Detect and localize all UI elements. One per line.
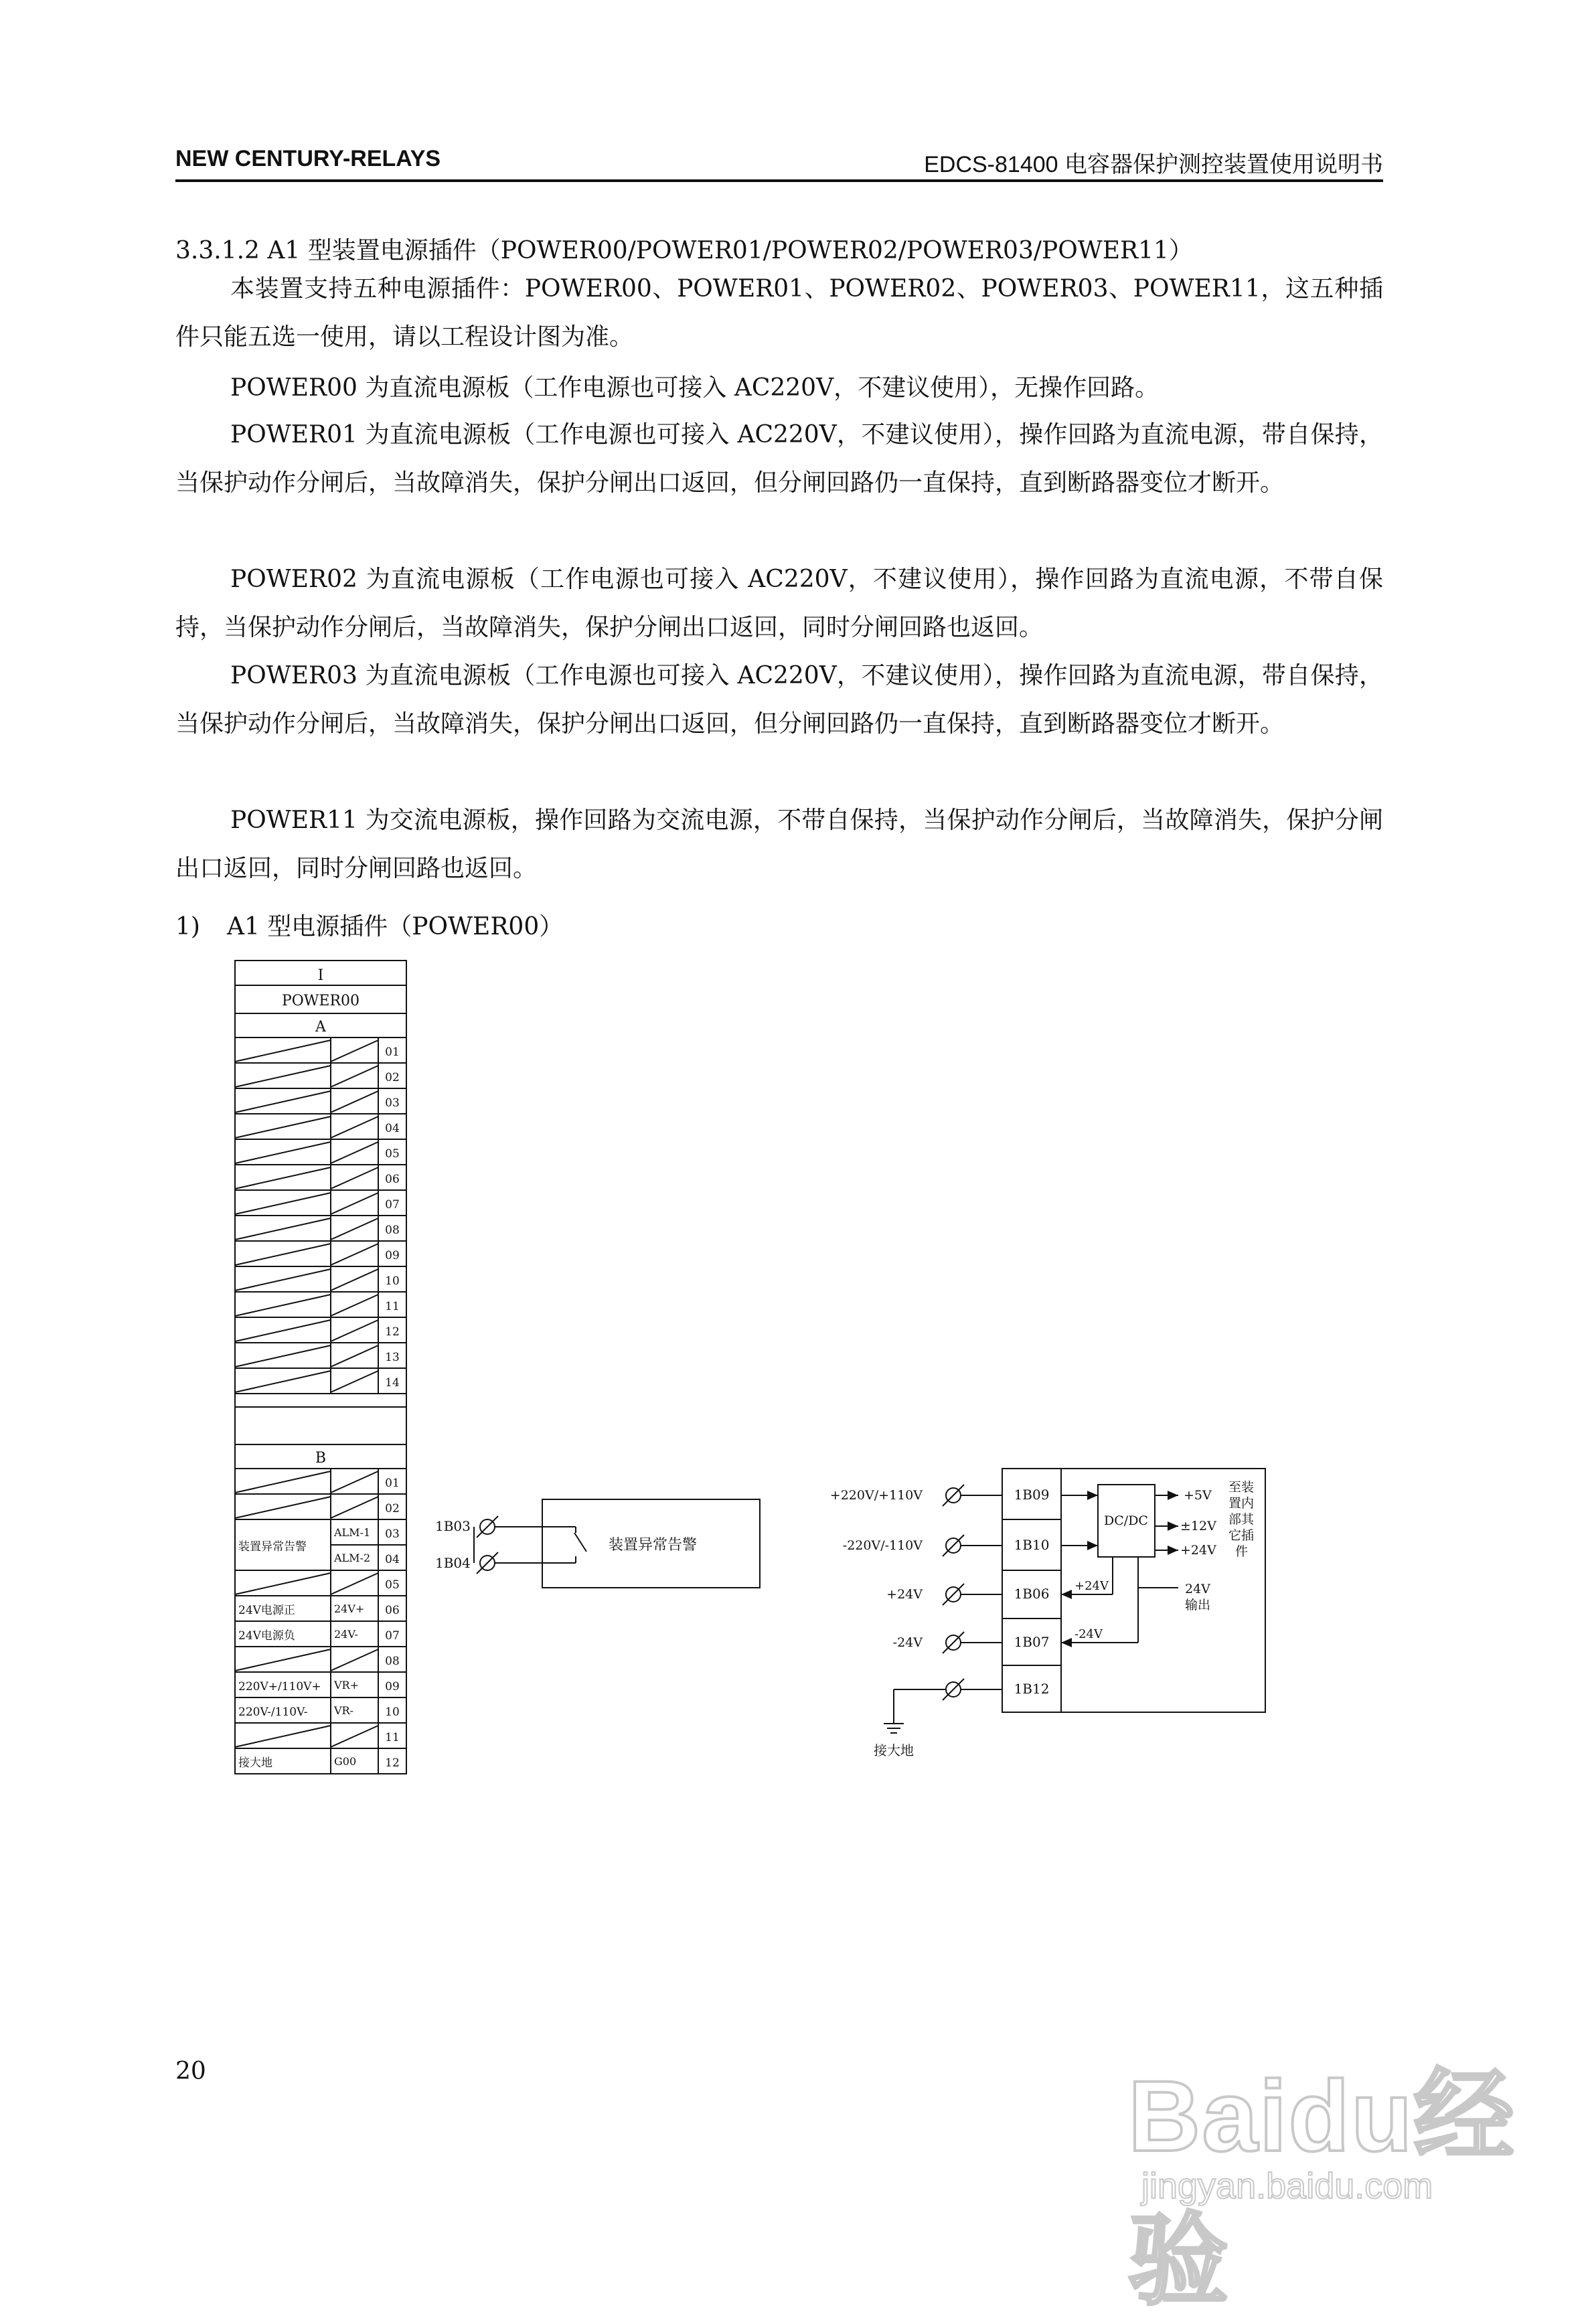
unused-slash (235, 1295, 331, 1316)
terminal-number: 13 (385, 1351, 400, 1364)
terminal-number: 08 (385, 1655, 400, 1668)
terminal-number: 01 (385, 1046, 400, 1059)
watermark-brand: Baidu经验 (1128, 2060, 1516, 2317)
table-group-b: B (315, 1450, 327, 1467)
terminal-number: 07 (385, 1198, 400, 1212)
unused-slash (235, 1345, 331, 1367)
terminal-signal: ALM-2 (334, 1552, 371, 1564)
unused-slash (331, 1345, 378, 1367)
paragraph-intro: 本装置支持五种电源插件：POWER00、POWER01、POWER02、POWER03、POWER11，这五种插件只能五选一使用，请以工程设计图为准。 (175, 275, 1383, 351)
terminal-label: 接大地 (238, 1756, 272, 1770)
terminal-number: 12 (385, 1325, 400, 1339)
alarm-terminal-top: 1B03 (435, 1518, 471, 1534)
unused-slash (331, 1471, 378, 1493)
unused-slash (235, 1649, 331, 1671)
unused-slash (331, 1193, 378, 1214)
unused-slash (331, 1649, 378, 1671)
unused-slash (331, 1066, 378, 1087)
terminal-label: 24V电源负 (238, 1629, 295, 1643)
watermark-url: jingyan.baidu.com (1141, 2166, 1433, 2206)
header-company: NEW CENTURY-RELAYS (175, 146, 441, 171)
unused-slash (331, 1573, 378, 1594)
unused-slash (235, 1142, 331, 1163)
unused-slash (235, 1066, 331, 1087)
output-note-2: 输出 (1185, 1598, 1211, 1612)
terminal-1b12: 1B12 (1014, 1681, 1050, 1697)
dest-label-3: 部其 (1228, 1512, 1255, 1527)
input-pos-ac: +220V/+110V (829, 1488, 923, 1503)
terminal-1b10: 1B10 (1014, 1537, 1050, 1553)
unused-slash (235, 1218, 331, 1240)
unused-slash (235, 1167, 331, 1189)
terminal-number: 01 (385, 1477, 400, 1490)
terminal-number: 11 (385, 1731, 400, 1744)
output-24v: +24V (1180, 1543, 1216, 1558)
dest-label-2: 置内 (1228, 1496, 1255, 1511)
dest-label-1: 至装 (1228, 1480, 1255, 1495)
terminal-number: 09 (385, 1249, 400, 1262)
input-neg-ac: -220V/-110V (842, 1538, 923, 1553)
group-a-rows (235, 1038, 406, 1394)
feedback-neg: -24V (1074, 1627, 1103, 1641)
subsection-number: 1) (175, 913, 200, 940)
unused-slash (331, 1269, 378, 1291)
terminal-1b09: 1B09 (1014, 1487, 1050, 1503)
dest-label-5: 件 (1235, 1544, 1249, 1559)
feedback-pos: +24V (1074, 1579, 1109, 1593)
paragraph-power11: POWER11 为交流电源板，操作回路为交流电源，不带自保持，当保护动作分闸后，当故障消失，保护分闸出口返回，同时分闸回路也返回。 (175, 807, 1383, 882)
unused-slash (331, 1295, 378, 1316)
unused-slash (235, 1497, 331, 1518)
unused-slash (235, 1116, 331, 1138)
terminal-number: 04 (385, 1553, 400, 1566)
unused-slash (331, 1040, 378, 1062)
terminal-label: 220V+/110V+ (238, 1680, 321, 1693)
unused-slash (331, 1320, 378, 1341)
paragraph-power02: POWER02 为直流电源板（工作电源也可接入 AC220V，不建议使用），操作回路为直流电源，不带自保持，当保护动作分闸后，当故障消失，保护分闸出口返回，同时分闸回路也返回。 (175, 566, 1383, 641)
paragraph-power03: POWER03 为直流电源板（工作电源也可接入 AC220V，不建议使用），操作回路为直流电源，带自保持，当保护动作分闸后，当故障消失，保护分闸出口返回，但分闸回路仍一直保持，直到断路器变位才断开。 (175, 662, 1383, 738)
unused-slash (235, 1371, 331, 1392)
terminal-label: 24V电源正 (238, 1604, 295, 1617)
unused-slash (235, 1269, 331, 1291)
table-group-a: A (315, 1019, 326, 1035)
output-5v: +5V (1184, 1488, 1212, 1503)
unused-slash (235, 1244, 331, 1265)
terminal-number: 03 (385, 1527, 400, 1541)
unused-slash (235, 1573, 331, 1594)
terminal-signal: VR+ (334, 1679, 360, 1691)
unused-slash (235, 1040, 331, 1062)
terminal-1b06: 1B06 (1014, 1586, 1050, 1602)
unused-slash (235, 1726, 331, 1747)
group-b-rows (235, 1469, 406, 1774)
terminal-number: 12 (385, 1756, 400, 1770)
terminal-number: 05 (385, 1147, 400, 1161)
unused-slash (235, 1091, 331, 1112)
ground-label: 接大地 (874, 1742, 914, 1758)
converter-label: DC/DC (1104, 1513, 1148, 1528)
section-heading: 3.3.1.2 A1 型装置电源插件（POWER00/POWER01/POWER02/POWER03/POWER11） (175, 237, 1193, 264)
table-slot: I (317, 967, 324, 984)
terminal-signal: ALM-1 (334, 1526, 371, 1539)
power-circuit (830, 1469, 1265, 1758)
terminal-signal: G00 (334, 1755, 357, 1768)
unused-slash (331, 1142, 378, 1163)
terminal-number: 05 (385, 1578, 400, 1592)
unused-slash (235, 1193, 331, 1214)
input-neg-24v: -24V (892, 1635, 923, 1650)
table-board: POWER00 (281, 993, 360, 1009)
terminal-number: 11 (385, 1300, 400, 1313)
terminal-signal: VR- (334, 1704, 354, 1717)
terminal-number: 07 (385, 1629, 400, 1643)
paragraph-power01: POWER01 为直流电源板（工作电源也可接入 AC220V，不建议使用），操作回路为直流电源，带自保持，当保护动作分闸后，当故障消失，保护分闸出口返回，但分闸回路仍一直保持，直到断路器变位才断开。 (175, 421, 1383, 497)
unused-slash (235, 1471, 331, 1493)
terminal-number: 09 (385, 1680, 400, 1693)
page-number: 20 (175, 2058, 206, 2085)
alarm-box-label: 装置异常告警 (608, 1537, 698, 1554)
alarm-terminal-bottom: 1B04 (435, 1555, 471, 1571)
terminal-label: 装置异常告警 (238, 1540, 307, 1554)
terminal-number: 10 (385, 1706, 400, 1719)
unused-slash (331, 1116, 378, 1138)
output-note-1: 24V (1185, 1582, 1210, 1596)
terminal-1b07: 1B07 (1014, 1634, 1050, 1650)
unused-slash (331, 1371, 378, 1392)
unused-slash (331, 1167, 378, 1189)
terminal-signal: 24V- (334, 1628, 358, 1641)
alarm-circuit (435, 1499, 760, 1588)
paragraph-power00: POWER00 为直流电源板（工作电源也可接入 AC220V，不建议使用），无操作回路。 (230, 374, 1160, 402)
terminal-number: 03 (385, 1096, 400, 1110)
output-12v: ±12V (1180, 1519, 1216, 1533)
dest-label-4: 它插 (1228, 1528, 1255, 1543)
terminal-number: 08 (385, 1224, 400, 1237)
terminal-number: 14 (385, 1376, 400, 1390)
terminal-table (235, 961, 406, 1774)
unused-slash (331, 1091, 378, 1112)
terminal-number: 02 (385, 1071, 400, 1084)
watermark (1115, 2021, 1543, 2317)
terminal-number: 04 (385, 1122, 400, 1135)
terminal-number: 06 (385, 1604, 400, 1617)
unused-slash (331, 1218, 378, 1240)
unused-slash (331, 1497, 378, 1518)
terminal-number: 06 (385, 1173, 400, 1186)
terminal-number: 02 (385, 1502, 400, 1515)
subsection-label: A1 型电源插件（POWER00） (226, 913, 564, 940)
unused-slash (331, 1726, 378, 1747)
input-pos-24v: +24V (886, 1587, 923, 1602)
unused-slash (331, 1244, 378, 1265)
header-doc-title: EDCS-81400 电容器保护测控装置使用说明书 (924, 152, 1383, 177)
unused-slash (235, 1320, 331, 1341)
terminal-label: 220V-/110V- (238, 1706, 308, 1719)
terminal-number: 10 (385, 1274, 400, 1288)
terminal-signal: 24V+ (334, 1602, 365, 1615)
